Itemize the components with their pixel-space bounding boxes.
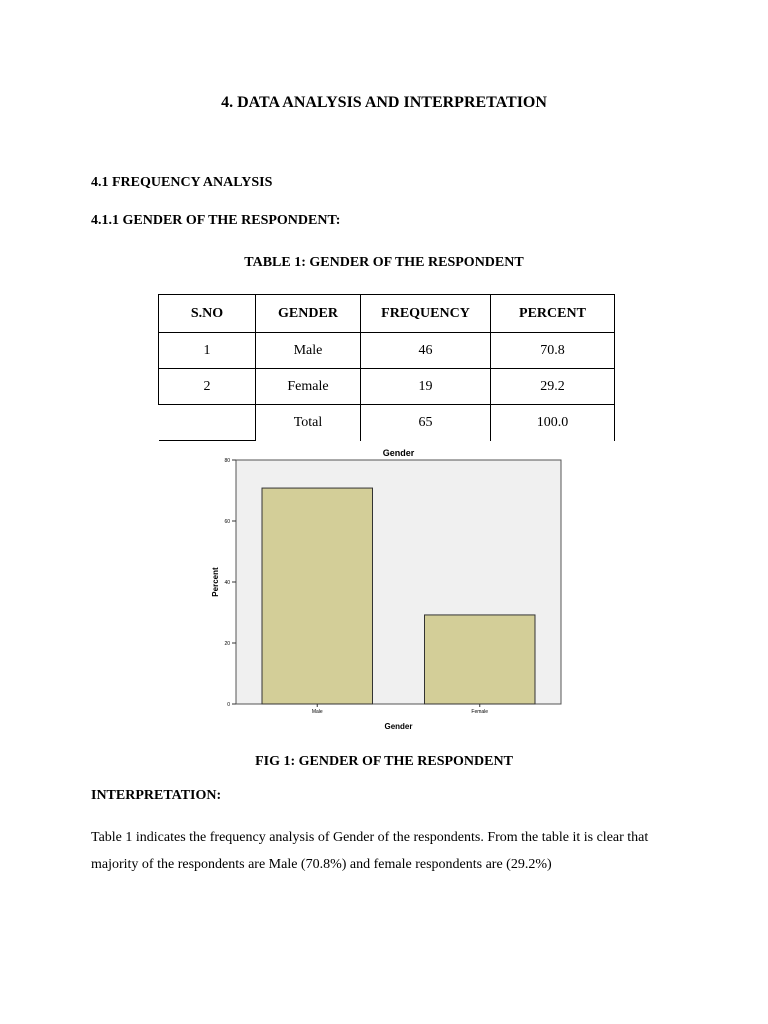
interpretation-heading: INTERPRETATION: xyxy=(91,788,222,803)
table-cell: Female xyxy=(256,369,361,405)
frequency-table xyxy=(158,294,615,441)
table-header-row xyxy=(159,295,615,333)
page-title: 4. DATA ANALYSIS AND INTERPRETATION xyxy=(221,94,547,111)
column-header: S.NO xyxy=(159,295,256,333)
table-cell: 100.0 xyxy=(491,405,615,441)
chart-title: Gender xyxy=(382,448,415,458)
table-cell: 29.2 xyxy=(491,369,615,405)
section-heading: 4.1 FREQUENCY ANALYSIS xyxy=(91,175,273,190)
table-cell: 65 xyxy=(361,405,491,441)
column-header: FREQUENCY xyxy=(361,295,491,333)
y-axis-label: Percent xyxy=(211,567,220,597)
table-caption: TABLE 1: GENDER OF THE RESPONDENT xyxy=(244,255,524,270)
interpretation-text: Table 1 indicates the frequency analysis of Gender of the respondents. From the table it is clear that majority of the respondents are Male (70.8%) and female respondents are (29.2%) xyxy=(91,830,649,872)
column-header: GENDER xyxy=(256,295,361,333)
table-row xyxy=(159,333,615,369)
table-row xyxy=(159,369,615,405)
table-cell xyxy=(159,405,256,441)
table-cell: 1 xyxy=(159,333,256,369)
table-cell: Male xyxy=(256,333,361,369)
x-axis-label: Gender xyxy=(384,722,413,731)
table-row xyxy=(159,405,615,441)
bar-male xyxy=(262,488,373,704)
table-cell: 46 xyxy=(361,333,491,369)
y-tick-label: 0 xyxy=(227,702,230,708)
x-tick-label: Female xyxy=(471,709,489,715)
table-cell: 70.8 xyxy=(491,333,615,369)
bar-female xyxy=(425,615,536,704)
table-cell: Total xyxy=(256,405,361,441)
figure-caption: FIG 1: GENDER OF THE RESPONDENT xyxy=(255,754,513,769)
y-tick-label: 60 xyxy=(224,519,230,525)
table-cell: 2 xyxy=(159,369,256,405)
x-tick-label: Male xyxy=(311,709,323,715)
y-tick-label: 80 xyxy=(224,458,230,464)
column-header: PERCENT xyxy=(491,295,615,333)
gender-bar-chart xyxy=(200,444,570,734)
y-tick-label: 40 xyxy=(224,580,230,586)
subsection-heading: 4.1.1 GENDER OF THE RESPONDENT: xyxy=(91,213,341,228)
table-cell: 19 xyxy=(361,369,491,405)
y-tick-label: 20 xyxy=(224,641,230,647)
